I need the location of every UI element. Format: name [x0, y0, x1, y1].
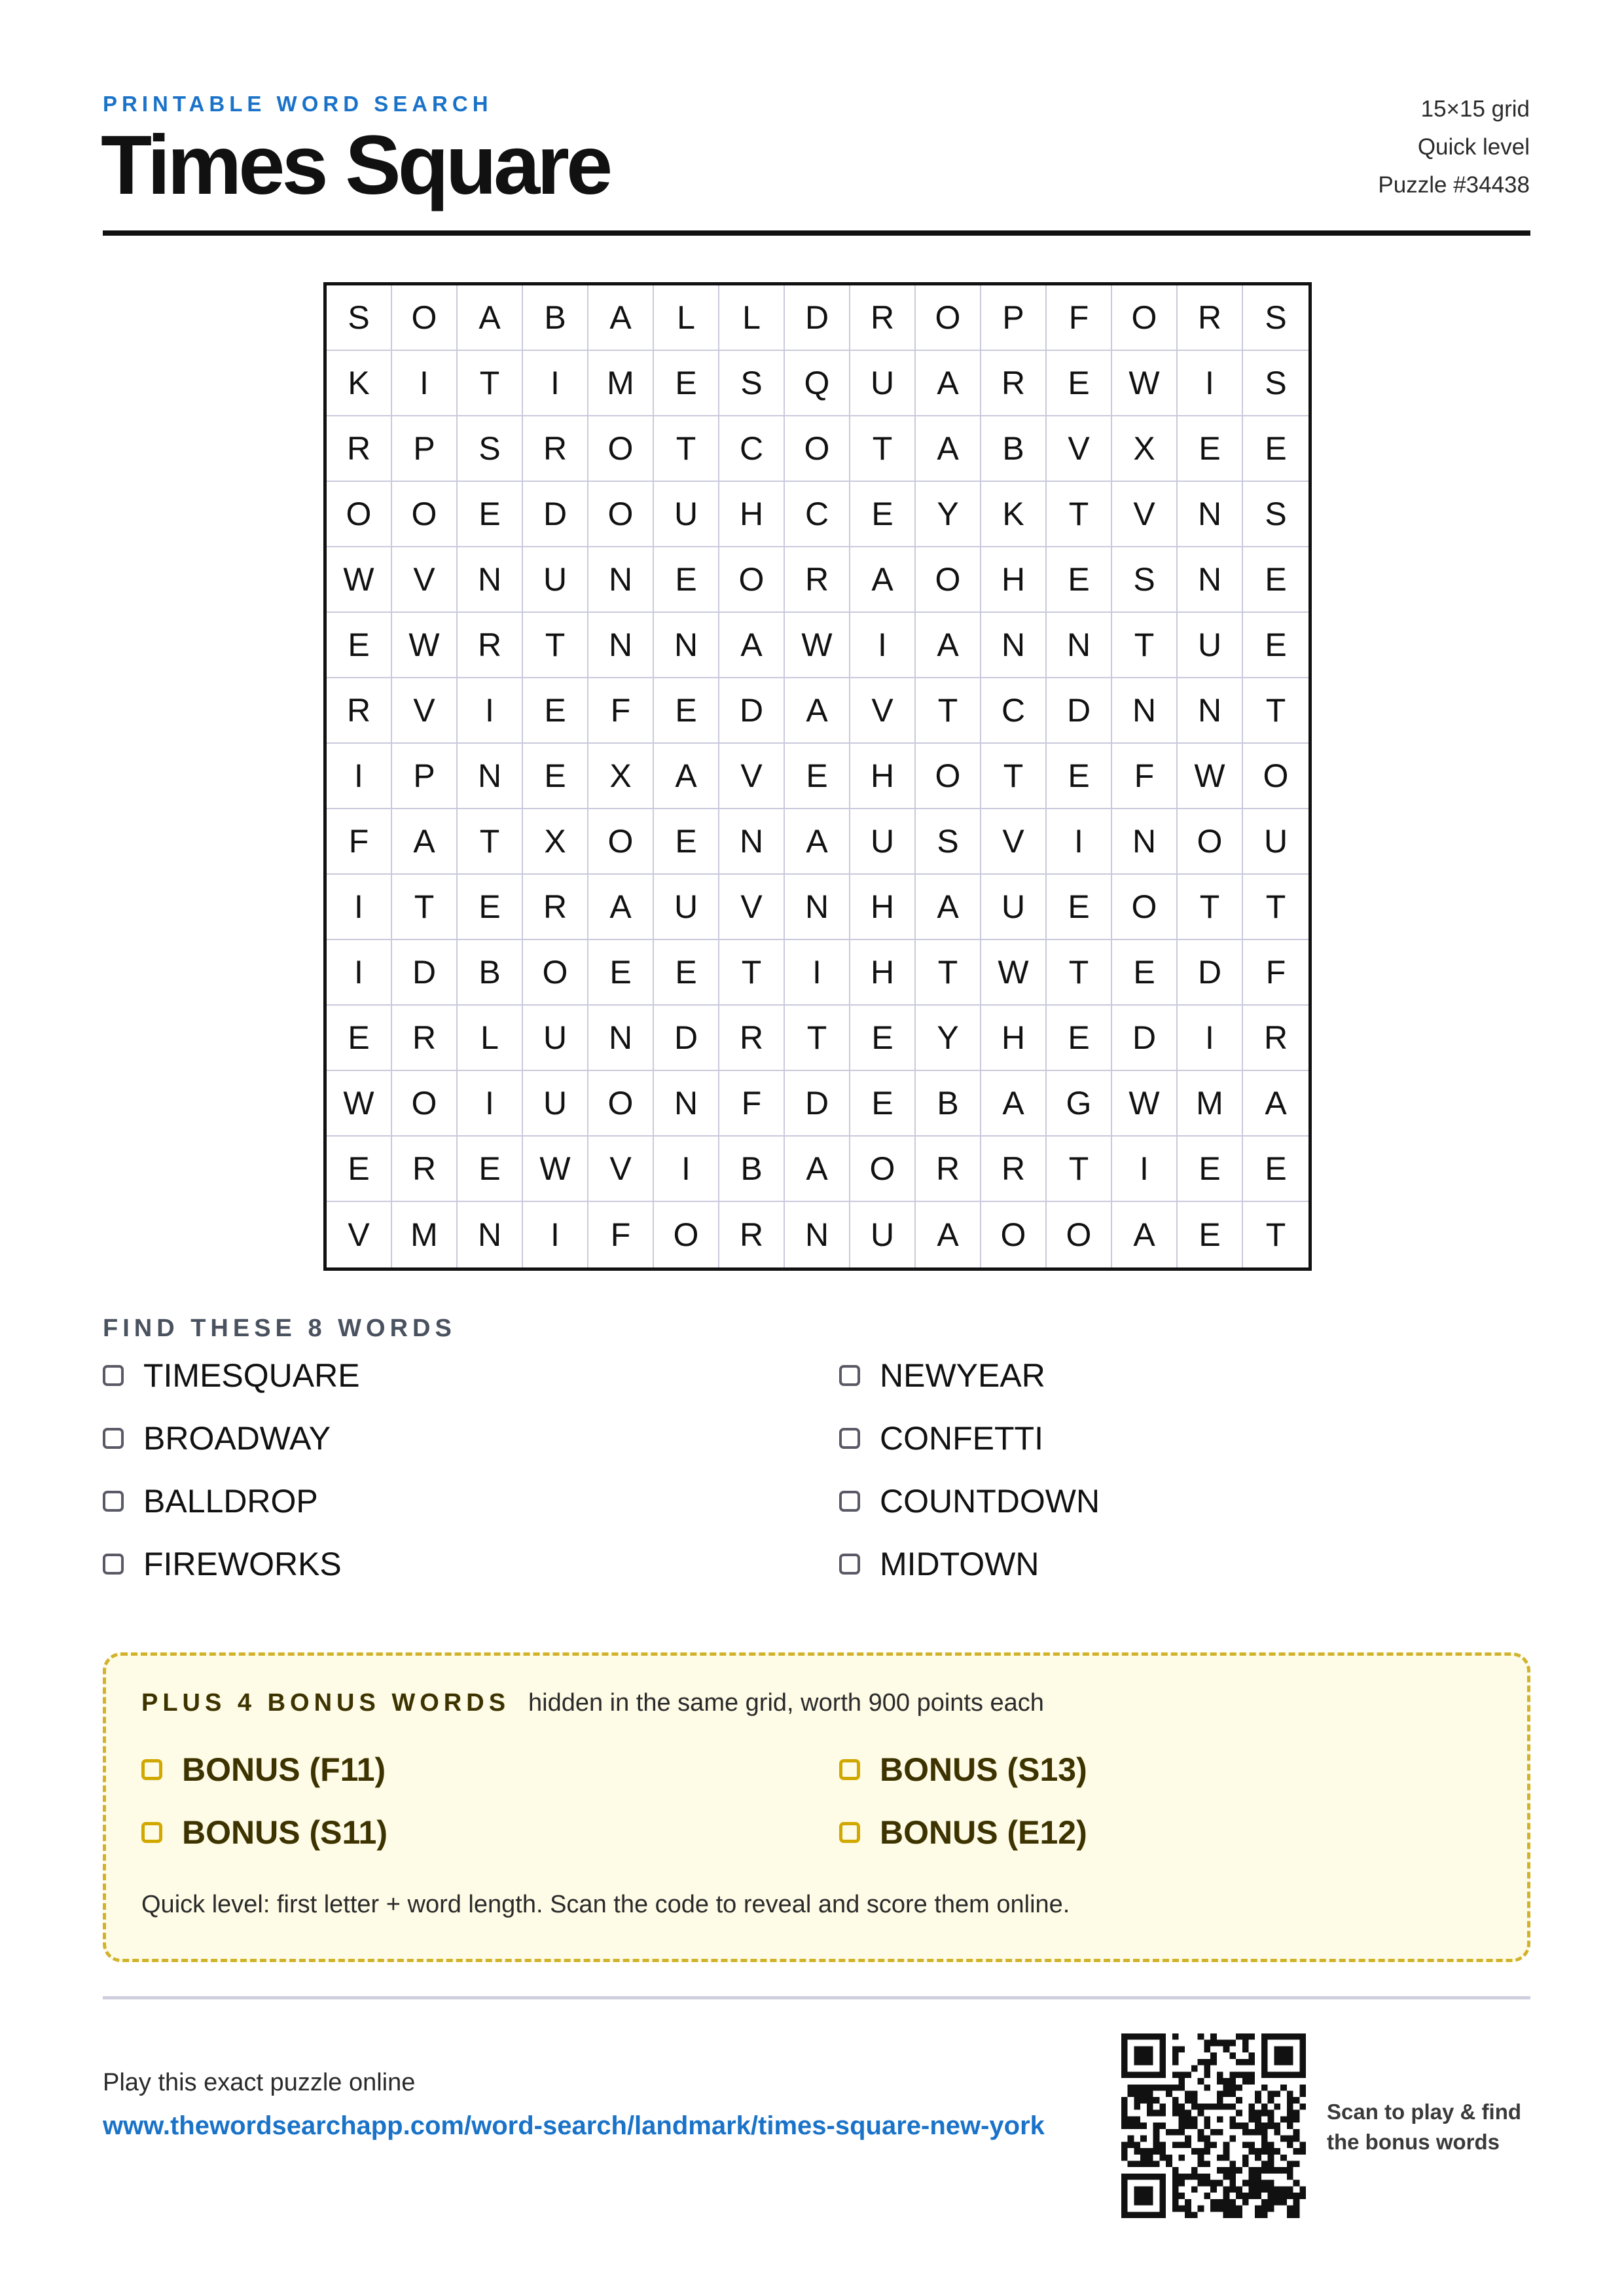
grid-cell[interactable]: A: [785, 678, 850, 744]
grid-cell[interactable]: W: [523, 1137, 588, 1202]
grid-cell[interactable]: T: [523, 613, 588, 678]
grid-cell[interactable]: G: [1047, 1071, 1112, 1137]
grid-cell[interactable]: U: [654, 875, 719, 940]
grid-cell[interactable]: E: [1047, 351, 1112, 416]
grid-cell[interactable]: R: [327, 416, 392, 482]
grid-cell[interactable]: E: [654, 940, 719, 1006]
grid-cell[interactable]: C: [981, 678, 1047, 744]
word-item[interactable]: [103, 1357, 360, 1394]
grid-cell[interactable]: R: [1243, 1006, 1308, 1071]
grid-cell[interactable]: D: [1178, 940, 1243, 1006]
grid-cell[interactable]: E: [523, 678, 588, 744]
checkbox-icon[interactable]: [839, 1759, 860, 1780]
grid-cell[interactable]: V: [1112, 482, 1178, 547]
grid-cell[interactable]: I: [327, 744, 392, 809]
grid-cell[interactable]: E: [850, 482, 916, 547]
grid-cell[interactable]: D: [719, 678, 785, 744]
grid-cell[interactable]: O: [850, 1137, 916, 1202]
checkbox-icon[interactable]: [103, 1428, 124, 1449]
word-item[interactable]: [839, 1545, 1039, 1583]
grid-cell[interactable]: A: [916, 875, 981, 940]
grid-cell[interactable]: E: [327, 1137, 392, 1202]
grid-cell[interactable]: U: [1243, 809, 1308, 875]
grid-cell[interactable]: T: [1243, 678, 1308, 744]
grid-cell[interactable]: A: [916, 613, 981, 678]
grid-cell[interactable]: L: [458, 1006, 523, 1071]
grid-cell[interactable]: Y: [916, 482, 981, 547]
grid-cell[interactable]: T: [458, 351, 523, 416]
grid-cell[interactable]: F: [1112, 744, 1178, 809]
grid-cell[interactable]: M: [392, 1202, 458, 1267]
grid-cell[interactable]: I: [850, 613, 916, 678]
grid-cell[interactable]: T: [392, 875, 458, 940]
grid-cell[interactable]: O: [523, 940, 588, 1006]
grid-cell[interactable]: H: [850, 875, 916, 940]
grid-cell[interactable]: D: [785, 285, 850, 351]
grid-cell[interactable]: T: [458, 809, 523, 875]
grid-cell[interactable]: A: [588, 285, 654, 351]
grid-cell[interactable]: U: [981, 875, 1047, 940]
grid-cell[interactable]: U: [654, 482, 719, 547]
grid-cell[interactable]: O: [785, 416, 850, 482]
grid-cell[interactable]: T: [654, 416, 719, 482]
grid-cell[interactable]: S: [1243, 285, 1308, 351]
word-label: CONFETTI: [880, 1420, 1043, 1457]
grid-cell[interactable]: X: [588, 744, 654, 809]
level-label: Quick level: [1417, 134, 1530, 160]
grid-cell[interactable]: F: [588, 1202, 654, 1267]
grid-cell[interactable]: I: [1178, 1006, 1243, 1071]
grid-cell[interactable]: T: [1047, 482, 1112, 547]
grid-cell[interactable]: N: [458, 1202, 523, 1267]
grid-cell[interactable]: E: [850, 1071, 916, 1137]
grid-cell[interactable]: O: [392, 285, 458, 351]
bonus-word-item[interactable]: [839, 1813, 1087, 1851]
grid-cell[interactable]: E: [1047, 744, 1112, 809]
grid-cell[interactable]: A: [458, 285, 523, 351]
puzzle-meta: [1378, 94, 1530, 208]
grid-cell[interactable]: W: [1112, 351, 1178, 416]
grid-cell[interactable]: O: [392, 1071, 458, 1137]
grid-cell[interactable]: V: [327, 1202, 392, 1267]
puzzle-number-label: Puzzle #34438: [1378, 172, 1530, 198]
bonus-word-label: BONUS (F11): [182, 1751, 386, 1788]
grid-cell[interactable]: E: [1178, 1202, 1243, 1267]
grid-cell[interactable]: N: [1112, 678, 1178, 744]
grid-cell[interactable]: E: [1243, 613, 1308, 678]
grid-cell[interactable]: O: [327, 482, 392, 547]
grid-cell[interactable]: S: [458, 416, 523, 482]
word-item[interactable]: [103, 1419, 331, 1457]
grid-cell[interactable]: R: [916, 1137, 981, 1202]
grid-cell[interactable]: E: [1178, 416, 1243, 482]
grid-cell[interactable]: S: [327, 285, 392, 351]
grid-cell[interactable]: I: [392, 351, 458, 416]
word-list-heading: FIND THESE 8 WORDS: [103, 1315, 456, 1342]
grid-cell[interactable]: I: [523, 351, 588, 416]
word-item[interactable]: [839, 1419, 1043, 1457]
grid-cell[interactable]: S: [1112, 547, 1178, 613]
grid-cell[interactable]: E: [1112, 940, 1178, 1006]
grid-cell[interactable]: R: [523, 416, 588, 482]
checkbox-icon[interactable]: [103, 1554, 124, 1575]
grid-cell[interactable]: F: [588, 678, 654, 744]
bonus-word-label: BONUS (E12): [880, 1814, 1087, 1851]
grid-cell[interactable]: N: [1112, 809, 1178, 875]
grid-cell[interactable]: N: [588, 547, 654, 613]
grid-cell[interactable]: U: [1178, 613, 1243, 678]
grid-cell[interactable]: A: [981, 1071, 1047, 1137]
grid-cell[interactable]: R: [719, 1006, 785, 1071]
grid-cell[interactable]: C: [785, 482, 850, 547]
grid-cell[interactable]: O: [588, 809, 654, 875]
word-label: FIREWORKS: [143, 1546, 342, 1582]
grid-cell[interactable]: H: [850, 940, 916, 1006]
grid-cell[interactable]: E: [654, 809, 719, 875]
grid-cell[interactable]: I: [523, 1202, 588, 1267]
grid-cell[interactable]: R: [1178, 285, 1243, 351]
grid-cell[interactable]: E: [1047, 875, 1112, 940]
bonus-word-item[interactable]: [839, 1751, 1087, 1789]
grid-cell[interactable]: Y: [916, 1006, 981, 1071]
grid-cell[interactable]: U: [850, 1202, 916, 1267]
checkbox-icon[interactable]: [839, 1822, 860, 1843]
grid-cell[interactable]: E: [458, 1137, 523, 1202]
checkbox-icon[interactable]: [103, 1365, 124, 1386]
footer-divider: [103, 1996, 1530, 1999]
grid-cell[interactable]: E: [458, 875, 523, 940]
grid-cell[interactable]: S: [1243, 482, 1308, 547]
grid-cell[interactable]: B: [458, 940, 523, 1006]
grid-cell[interactable]: D: [1047, 678, 1112, 744]
grid-cell[interactable]: B: [719, 1137, 785, 1202]
grid-cell[interactable]: R: [785, 547, 850, 613]
grid-cell[interactable]: L: [719, 285, 785, 351]
grid-cell[interactable]: A: [392, 809, 458, 875]
grid-cell[interactable]: N: [785, 875, 850, 940]
grid-cell[interactable]: E: [327, 1006, 392, 1071]
grid-cell[interactable]: O: [981, 1202, 1047, 1267]
play-online-label: Play this exact puzzle online: [103, 2069, 416, 2096]
grid-cell[interactable]: A: [588, 875, 654, 940]
grid-cell[interactable]: H: [719, 482, 785, 547]
grid-cell[interactable]: E: [327, 613, 392, 678]
grid-cell[interactable]: O: [654, 1202, 719, 1267]
grid-cell[interactable]: N: [1178, 547, 1243, 613]
qr-code-icon[interactable]: [1121, 2033, 1306, 2218]
grid-cell[interactable]: E: [523, 744, 588, 809]
grid-cell[interactable]: E: [1178, 1137, 1243, 1202]
grid-cell[interactable]: W: [1178, 744, 1243, 809]
grid-cell[interactable]: E: [654, 351, 719, 416]
grid-cell[interactable]: V: [1047, 416, 1112, 482]
grid-cell[interactable]: V: [981, 809, 1047, 875]
grid-cell[interactable]: O: [1112, 875, 1178, 940]
grid-cell[interactable]: W: [327, 1071, 392, 1137]
grid-cell[interactable]: I: [458, 1071, 523, 1137]
checkbox-icon[interactable]: [839, 1428, 860, 1449]
word-item[interactable]: [839, 1482, 1100, 1520]
grid-cell[interactable]: F: [1047, 285, 1112, 351]
grid-cell[interactable]: M: [588, 351, 654, 416]
word-item[interactable]: [103, 1482, 318, 1520]
word-label: MIDTOWN: [880, 1546, 1039, 1582]
checkbox-icon[interactable]: [141, 1822, 162, 1843]
checkbox-icon[interactable]: [839, 1365, 860, 1386]
grid-cell[interactable]: E: [785, 744, 850, 809]
scan-text-line: Scan to play & find: [1327, 2100, 1522, 2124]
grid-cell[interactable]: I: [1178, 351, 1243, 416]
grid-cell[interactable]: U: [850, 809, 916, 875]
grid-cell[interactable]: V: [392, 547, 458, 613]
grid-cell[interactable]: R: [458, 613, 523, 678]
grid-cell[interactable]: R: [392, 1137, 458, 1202]
grid-cell[interactable]: E: [588, 940, 654, 1006]
grid-cell[interactable]: M: [1178, 1071, 1243, 1137]
grid-cell[interactable]: A: [916, 351, 981, 416]
bonus-heading: PLUS 4 BONUS WORDS: [141, 1689, 511, 1717]
grid-cell[interactable]: E: [458, 482, 523, 547]
bonus-subheading: hidden in the same grid, worth 900 points each: [528, 1689, 1044, 1717]
grid-cell[interactable]: R: [719, 1202, 785, 1267]
grid-cell[interactable]: B: [981, 416, 1047, 482]
grid-cell[interactable]: T: [1112, 613, 1178, 678]
grid-cell[interactable]: T: [719, 940, 785, 1006]
bonus-word-label: BONUS (S11): [182, 1814, 388, 1851]
grid-cell[interactable]: W: [981, 940, 1047, 1006]
grid-cell[interactable]: N: [458, 547, 523, 613]
grid-cell[interactable]: R: [850, 285, 916, 351]
grid-cell[interactable]: Q: [785, 351, 850, 416]
grid-cell[interactable]: P: [981, 285, 1047, 351]
grid-cell[interactable]: E: [850, 1006, 916, 1071]
bonus-note: Quick level: first letter + word length. Scan the code to reveal and score them online.: [141, 1891, 1070, 1918]
grid-cell[interactable]: N: [981, 613, 1047, 678]
grid-cell[interactable]: T: [1243, 875, 1308, 940]
checkbox-icon[interactable]: [103, 1491, 124, 1512]
grid-cell[interactable]: K: [981, 482, 1047, 547]
kicker-label: PRINTABLE WORD SEARCH: [103, 92, 493, 116]
grid-cell[interactable]: E: [654, 547, 719, 613]
grid-cell[interactable]: R: [327, 678, 392, 744]
grid-cell[interactable]: I: [1112, 1137, 1178, 1202]
grid-cell[interactable]: V: [392, 678, 458, 744]
checkbox-icon[interactable]: [141, 1759, 162, 1780]
grid-cell[interactable]: I: [1047, 809, 1112, 875]
grid-cell[interactable]: A: [1243, 1071, 1308, 1137]
letter-grid: [323, 282, 1312, 1271]
grid-cell[interactable]: D: [1112, 1006, 1178, 1071]
grid-cell[interactable]: R: [981, 1137, 1047, 1202]
grid-cell[interactable]: R: [392, 1006, 458, 1071]
grid-cell[interactable]: E: [1047, 547, 1112, 613]
grid-cell[interactable]: B: [523, 285, 588, 351]
grid-cell[interactable]: A: [916, 1202, 981, 1267]
grid-cell[interactable]: B: [916, 1071, 981, 1137]
grid-cell[interactable]: C: [719, 416, 785, 482]
grid-cell[interactable]: N: [1047, 613, 1112, 678]
grid-cell[interactable]: N: [654, 613, 719, 678]
word-label: BROADWAY: [143, 1420, 331, 1457]
grid-cell[interactable]: A: [1112, 1202, 1178, 1267]
grid-cell[interactable]: N: [1178, 678, 1243, 744]
bonus-word-label: BONUS (S13): [880, 1751, 1087, 1788]
grid-cell[interactable]: N: [458, 744, 523, 809]
grid-cell[interactable]: O: [1112, 285, 1178, 351]
grid-cell[interactable]: N: [1178, 482, 1243, 547]
header-divider: [103, 230, 1530, 236]
grid-cell[interactable]: I: [458, 678, 523, 744]
grid-cell[interactable]: O: [392, 482, 458, 547]
grid-cell[interactable]: O: [916, 285, 981, 351]
grid-cell[interactable]: K: [327, 351, 392, 416]
grid-cell[interactable]: T: [785, 1006, 850, 1071]
grid-cell[interactable]: W: [785, 613, 850, 678]
grid-cell[interactable]: D: [392, 940, 458, 1006]
grid-size-label: 15×15 grid: [1420, 96, 1530, 122]
scan-text-line: the bonus words: [1327, 2130, 1500, 2154]
grid-cell[interactable]: V: [588, 1137, 654, 1202]
grid-cell[interactable]: N: [719, 809, 785, 875]
grid-cell[interactable]: E: [1243, 416, 1308, 482]
grid-cell[interactable]: V: [850, 678, 916, 744]
scan-instructions: [1327, 2097, 1521, 2157]
grid-cell[interactable]: V: [719, 875, 785, 940]
grid-cell[interactable]: O: [916, 547, 981, 613]
puzzle-url-link[interactable]: www.thewordsearchapp.com/word-search/landmark/times-square-new-york: [103, 2111, 1045, 2140]
grid-cell[interactable]: V: [719, 744, 785, 809]
grid-cell[interactable]: O: [1178, 809, 1243, 875]
grid-cell[interactable]: W: [327, 547, 392, 613]
grid-cell[interactable]: A: [785, 1137, 850, 1202]
grid-cell[interactable]: F: [327, 809, 392, 875]
word-label: NEWYEAR: [880, 1357, 1045, 1394]
grid-cell[interactable]: O: [588, 1071, 654, 1137]
grid-cell[interactable]: D: [523, 482, 588, 547]
grid-cell[interactable]: R: [523, 875, 588, 940]
grid-cell[interactable]: A: [785, 809, 850, 875]
grid-cell[interactable]: E: [1243, 1137, 1308, 1202]
grid-cell[interactable]: X: [523, 809, 588, 875]
grid-cell[interactable]: X: [1112, 416, 1178, 482]
grid-cell[interactable]: W: [1112, 1071, 1178, 1137]
grid-cell[interactable]: O: [1243, 744, 1308, 809]
grid-cell[interactable]: H: [981, 547, 1047, 613]
grid-cell[interactable]: P: [392, 416, 458, 482]
grid-cell[interactable]: I: [327, 940, 392, 1006]
grid-cell[interactable]: A: [916, 416, 981, 482]
page-title: Times Square: [101, 118, 610, 212]
grid-cell[interactable]: U: [523, 1006, 588, 1071]
grid-cell[interactable]: A: [719, 613, 785, 678]
grid-cell[interactable]: R: [981, 351, 1047, 416]
grid-cell[interactable]: U: [523, 547, 588, 613]
grid-cell[interactable]: N: [588, 1006, 654, 1071]
grid-cell[interactable]: U: [850, 351, 916, 416]
checkbox-icon[interactable]: [839, 1491, 860, 1512]
grid-cell[interactable]: T: [916, 678, 981, 744]
word-label: COUNTDOWN: [880, 1483, 1100, 1520]
word-label: BALLDROP: [143, 1483, 318, 1520]
grid-cell[interactable]: F: [719, 1071, 785, 1137]
grid-cell[interactable]: S: [1243, 351, 1308, 416]
grid-cell[interactable]: H: [981, 1006, 1047, 1071]
grid-cell[interactable]: E: [1243, 547, 1308, 613]
grid-cell[interactable]: W: [392, 613, 458, 678]
grid-cell[interactable]: A: [850, 547, 916, 613]
grid-cell[interactable]: H: [850, 744, 916, 809]
grid-cell[interactable]: A: [654, 744, 719, 809]
grid-cell[interactable]: P: [392, 744, 458, 809]
grid-cell[interactable]: L: [654, 285, 719, 351]
grid-cell[interactable]: U: [523, 1071, 588, 1137]
grid-cell[interactable]: T: [850, 416, 916, 482]
grid-cell[interactable]: S: [916, 809, 981, 875]
grid-cell[interactable]: T: [981, 744, 1047, 809]
word-item[interactable]: [839, 1357, 1045, 1394]
checkbox-icon[interactable]: [839, 1554, 860, 1575]
grid-cell[interactable]: T: [1265, 1216, 1286, 1253]
grid-cell[interactable]: E: [1047, 1006, 1112, 1071]
grid-cell[interactable]: O: [588, 482, 654, 547]
grid-cell[interactable]: N: [654, 1071, 719, 1137]
word-item[interactable]: [103, 1545, 342, 1583]
grid-cell[interactable]: D: [654, 1006, 719, 1071]
grid-cell[interactable]: O: [916, 744, 981, 809]
grid-cell[interactable]: N: [785, 1202, 850, 1267]
grid-cell[interactable]: T: [1047, 940, 1112, 1006]
grid-cell[interactable]: F: [1243, 940, 1308, 1006]
grid-cell[interactable]: I: [785, 940, 850, 1006]
grid-cell[interactable]: S: [719, 351, 785, 416]
grid-cell[interactable]: O: [1047, 1202, 1112, 1267]
bonus-word-item[interactable]: [141, 1813, 388, 1851]
grid-cell[interactable]: T: [1047, 1137, 1112, 1202]
bonus-word-item[interactable]: [141, 1751, 386, 1789]
grid-cell[interactable]: O: [588, 416, 654, 482]
grid-cell[interactable]: O: [719, 547, 785, 613]
grid-cell[interactable]: I: [654, 1137, 719, 1202]
grid-cell[interactable]: T: [1178, 875, 1243, 940]
grid-cell[interactable]: T: [916, 940, 981, 1006]
word-label: TIMESQUARE: [143, 1357, 360, 1394]
grid-cell[interactable]: E: [654, 678, 719, 744]
grid-cell[interactable]: D: [785, 1071, 850, 1137]
grid-cell[interactable]: N: [588, 613, 654, 678]
grid-cell[interactable]: I: [327, 875, 392, 940]
